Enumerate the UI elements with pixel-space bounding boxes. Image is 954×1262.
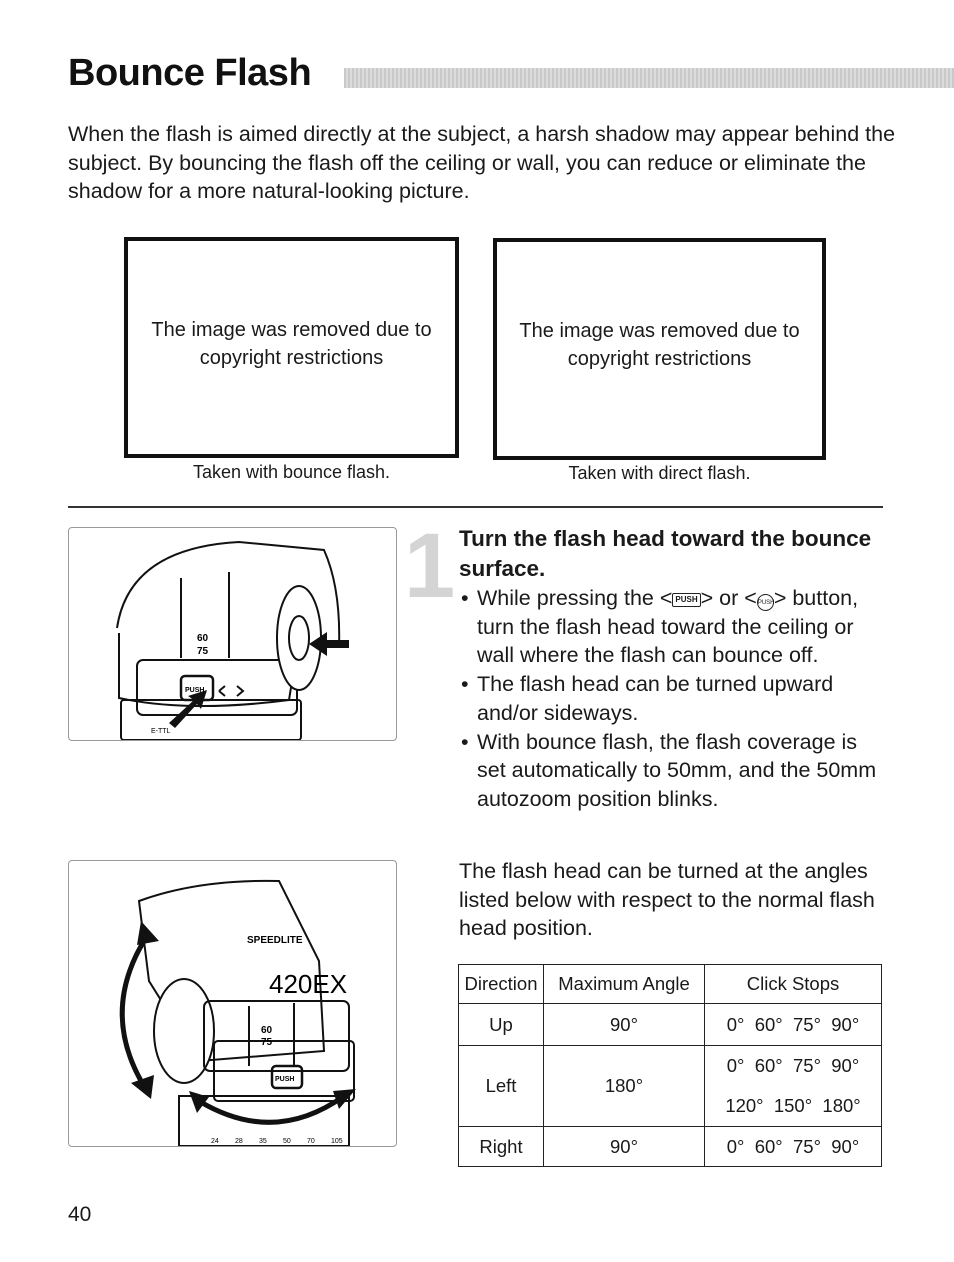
table-header-row: [459, 965, 882, 1004]
table-cell: Left: [459, 1046, 544, 1127]
photo-caption-direct: Taken with direct flash.: [568, 463, 751, 483]
bullet-direction: • The flash head can be turned upward and/or sideways.: [459, 670, 889, 727]
table-header: Maximum Angle: [544, 965, 705, 1004]
angles-paragraph: The flash head can be turned at the angles listed below with respect to the normal flash head position.: [459, 859, 875, 941]
table-cell: [705, 1046, 882, 1127]
table-row: [459, 1004, 882, 1046]
bullet-coverage: • With bounce flash, the flash coverage is set automatically to 50mm, and the 50mm autozoom position blinks.: [459, 728, 889, 814]
photo-placeholder-direct: [493, 238, 826, 460]
push-arrow-icon: [169, 690, 207, 728]
zoom-scale: [211, 1138, 343, 1145]
zoom-scale-label: 50: [283, 1138, 291, 1145]
photo-placeholder-bounce: [124, 237, 459, 458]
zoom-60-label: 60: [197, 633, 209, 644]
zoom-75-label: 75: [197, 646, 209, 657]
push-label: PUSH: [275, 1076, 295, 1083]
zoom-scale-label: 70: [307, 1138, 315, 1145]
zoom-scale-label: 24: [211, 1138, 219, 1145]
page-title: Bounce Flash: [68, 52, 312, 94]
model-label: 420EX: [269, 969, 348, 999]
intro-paragraph: When the flash is aimed directly at the subject, a harsh shadow may appear behind the subject. By bouncing the flash off the ceiling or wall, you can reduce or eliminate the shadow for a more natural-looking picture.: [68, 122, 896, 203]
speedlite-label: SPEEDLITE: [247, 935, 303, 946]
table-header: Direction: [459, 965, 544, 1004]
zoom-scale-label: 35: [259, 1138, 267, 1145]
table-row: [459, 1127, 882, 1167]
photo-caption-bounce: Taken with bounce flash.: [192, 462, 391, 482]
table-cell: 0° 60° 75° 90°: [705, 1004, 882, 1046]
zoom-scale-label: 28: [235, 1138, 243, 1145]
table-cell: Up: [459, 1004, 544, 1046]
table-cell: 0° 60° 75° 90°: [705, 1127, 882, 1167]
push-button-icon: PUSH: [672, 593, 700, 607]
table-cell: Right: [459, 1127, 544, 1167]
zoom-scale-label: 105: [331, 1138, 343, 1145]
photo-placeholder-text: The image was removed due to copyright restrictions: [519, 320, 800, 370]
bullet-press-button: • While pressing the < PUSH > or <PUSH> button, turn the flash head toward the ceiling or wall where the flash can bounce off.: [459, 584, 889, 670]
zoom-60-label: 60: [261, 1025, 273, 1036]
flash-head-rotation-illustration: [68, 860, 397, 1147]
flash-head-button-illustration: [68, 527, 397, 741]
table-row: [459, 1046, 882, 1127]
ettl-label: E-TTL: [151, 728, 171, 735]
step-bullets: [459, 584, 889, 814]
speedlite-front-illustration: [69, 528, 396, 740]
title-decoration-bar: [344, 68, 954, 88]
zoom-75-label: 75: [261, 1037, 273, 1048]
step-title: Turn the flash head toward the bounce surface.: [459, 526, 872, 581]
table-cell: 90°: [544, 1127, 705, 1167]
photo-placeholder-text: The image was removed due to copyright restrictions: [151, 318, 432, 369]
click-stops-line: 120° 150° 180°: [725, 1095, 861, 1116]
release-button-icon: PUSH: [757, 594, 774, 611]
page-number: 40: [68, 1203, 92, 1226]
table-header: Click Stops: [705, 965, 882, 1004]
table-cell: 180°: [544, 1046, 705, 1127]
push-label: PUSH: [185, 687, 205, 694]
speedlite-rotation-illustration: [69, 861, 396, 1146]
section-divider: [68, 506, 883, 508]
table-cell: 90°: [544, 1004, 705, 1046]
bounce-angle-table: [458, 964, 882, 1167]
step-number: 1: [404, 515, 456, 617]
click-stops-line: 0° 60° 75° 90°: [726, 1055, 860, 1076]
